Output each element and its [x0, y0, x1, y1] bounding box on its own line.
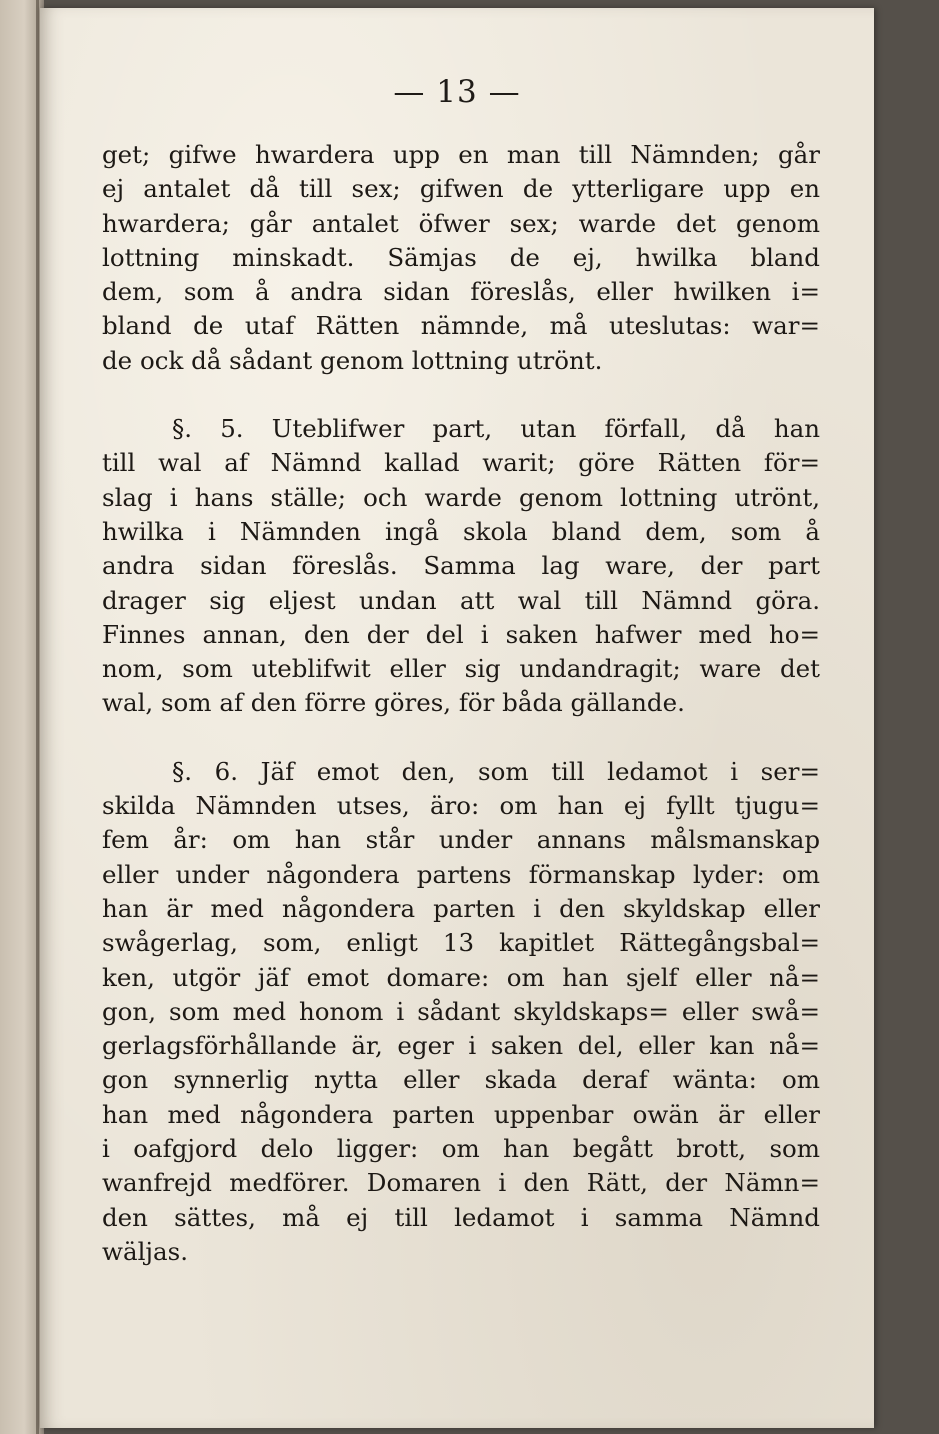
- text-line: i oafgjord delo ligger: om han begått brott, som: [102, 1134, 820, 1164]
- text-line: get; gifwe hwardera upp en man till Nämnden; går: [102, 140, 820, 169]
- text-line: lottning minskadt. Sämjas de ej, hwilka bland: [102, 242, 820, 272]
- text-line: andra sidan föreslås. Samma lag ware, der part: [102, 551, 820, 581]
- text-line: §. 6. Jäf emot den, som till ledamot i ser=: [172, 756, 820, 786]
- text-line: den sättes, må ej till ledamot i samma Nämnd: [102, 1202, 820, 1232]
- text-line: nom, som uteblifwit eller sig undandragit; ware det: [102, 654, 820, 684]
- paragraph-gap: [102, 721, 820, 755]
- text-line: han med någondera parten uppenbar owän är eller: [102, 1099, 820, 1129]
- text-line: dem, som å andra sidan föreslås, eller hwilken i=: [102, 277, 820, 307]
- text-line: de ock då sådant genom lottning utrönt.: [102, 345, 603, 375]
- text-line: han är med någondera parten i den skyldskap eller: [102, 893, 820, 923]
- text-line: till wal af Nämnd kallad warit; göre Rätten för=: [102, 448, 820, 478]
- text-line: wäljas.: [102, 1236, 188, 1266]
- text-line: gon, som med honom i sådant skyldskaps= eller swå=: [102, 996, 820, 1026]
- text-line: ej antalet då till sex; gifwen de ytterligare upp en: [102, 174, 820, 204]
- text-line: hwardera; går antalet öfwer sex; warde det genom: [102, 208, 820, 238]
- paragraph-1: [102, 138, 820, 378]
- text-line: eller under någondera partens förmanskap lyder: om: [102, 859, 820, 889]
- paragraph-section-5: [102, 412, 820, 721]
- paragraph-section-6: [102, 755, 820, 1269]
- text-line: gerlagsförhållande är, eger i saken del, eller kan nå=: [102, 1031, 820, 1061]
- text-line: §. 5. Uteblifwer part, utan förfall, då han: [172, 414, 820, 444]
- text-line: wanfrejd medförer. Domaren i den Rätt, der Nämn=: [102, 1168, 820, 1198]
- text-line: Finnes annan, den der del i saken hafwer med ho=: [102, 619, 820, 649]
- text-line: drager sig eljest undan att wal till Nämnd göra.: [102, 585, 820, 615]
- text-line: wal, som af den förre göres, för båda gällande.: [102, 688, 685, 718]
- paragraph-gap: [102, 378, 820, 412]
- text-line: hwilka i Nämnden ingå skola bland dem, som å: [102, 516, 820, 546]
- text-line: skilda Nämnden utses, äro: om han ej fyllt tjugu=: [102, 791, 820, 821]
- text-line: fem år: om han står under annans målsmanskap: [102, 825, 820, 855]
- text-line: swågerlag, som, enligt 13 kapitlet Rättegångsbal=: [102, 928, 820, 958]
- text-line: ken, utgör jäf emot domare: om han sjelf eller nå=: [102, 962, 820, 992]
- text-line: bland de utaf Rätten nämnde, må uteslutas: war=: [102, 311, 820, 341]
- text-line: slag i hans ställe; och warde genom lottning utrönt,: [102, 482, 820, 512]
- book-gutter: [36, 0, 39, 1434]
- page-number: — 13 —: [393, 74, 521, 110]
- page-body: [102, 138, 820, 1269]
- text-line: gon synnerlig nytta eller skada deraf wänta: om: [102, 1065, 820, 1095]
- book-page: [40, 8, 874, 1428]
